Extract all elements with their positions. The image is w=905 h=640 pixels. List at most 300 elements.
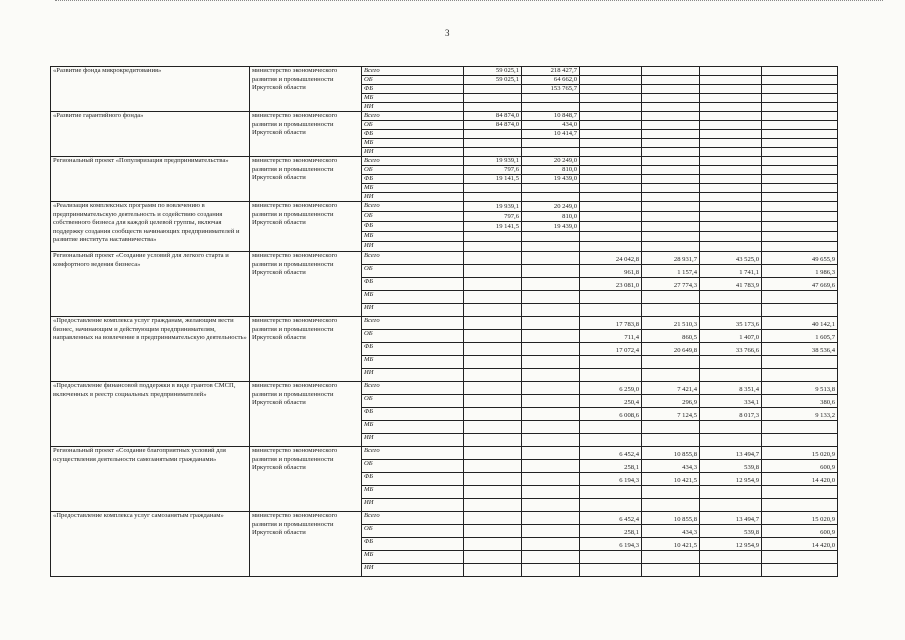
- amount-cell: 47 669,6: [762, 278, 838, 291]
- amount-cell: [580, 148, 642, 157]
- amount-cell: 38 536,4: [762, 343, 838, 356]
- amount-cell: [762, 67, 838, 76]
- amount-cell: 434,3: [642, 525, 700, 538]
- amount-cell: [464, 232, 522, 242]
- amount-cell: [522, 103, 580, 112]
- executor: министерство экономического развития и промышленности Иркутской области: [250, 202, 362, 252]
- amount-cell: [762, 232, 838, 242]
- amount-cell: [700, 304, 762, 317]
- amount-cell: [580, 175, 642, 184]
- amount-cell: [700, 356, 762, 369]
- executor: министерство экономического развития и промышленности Иркутской области: [250, 112, 362, 157]
- amount-cell: 27 774,3: [642, 278, 700, 291]
- amount-cell: [762, 94, 838, 103]
- amount-cell: 1 741,1: [700, 265, 762, 278]
- amount-cell: [700, 421, 762, 434]
- amount-cell: 13 494,7: [700, 447, 762, 460]
- amount-cell: [522, 369, 580, 382]
- activity-name: «Предоставление финансовой поддержки в виде грантов СМСП, включенных в реестр социальных предпринимателей»: [51, 382, 250, 447]
- funding-source: МБ: [362, 486, 464, 499]
- amount-cell: [522, 473, 580, 486]
- amount-cell: 59 025,1: [464, 76, 522, 85]
- funding-source: МБ: [362, 184, 464, 193]
- amount-cell: [580, 212, 642, 222]
- amount-cell: 860,5: [642, 330, 700, 343]
- funding-source: ОБ: [362, 121, 464, 130]
- amount-cell: 84 874,0: [464, 121, 522, 130]
- amount-cell: [762, 499, 838, 512]
- amount-cell: [762, 157, 838, 166]
- amount-cell: [580, 369, 642, 382]
- amount-cell: [464, 343, 522, 356]
- activity-name: Региональный проект «Создание благоприятных условий для осуществления деятельности самозанятыми гражданами»: [51, 447, 250, 512]
- amount-cell: [522, 193, 580, 202]
- table-row: [51, 447, 838, 460]
- funding-source: ОБ: [362, 395, 464, 408]
- amount-cell: [522, 291, 580, 304]
- amount-cell: [580, 304, 642, 317]
- amount-cell: [580, 103, 642, 112]
- amount-cell: [642, 175, 700, 184]
- funding-source: ФБ: [362, 473, 464, 486]
- amount-cell: [522, 265, 580, 278]
- amount-cell: [700, 291, 762, 304]
- activity-name: «Предоставление комплекса услуг гражданам, желающим вести бизнес, начинающим и действующим предпринимателям, направленных на вовлечение в предпринимательскую деятельность»: [51, 317, 250, 382]
- amount-cell: [580, 551, 642, 564]
- funding-source: ИИ: [362, 304, 464, 317]
- amount-cell: [700, 202, 762, 212]
- amount-cell: [464, 304, 522, 317]
- amount-cell: 10 848,7: [522, 112, 580, 121]
- funding-source: МБ: [362, 291, 464, 304]
- amount-cell: 24 042,8: [580, 252, 642, 265]
- amount-cell: [762, 148, 838, 157]
- amount-cell: [464, 499, 522, 512]
- amount-cell: [464, 421, 522, 434]
- amount-cell: [580, 421, 642, 434]
- activity-name: «Предоставление комплекса услуг самозанятым гражданам»: [51, 512, 250, 577]
- amount-cell: 296,9: [642, 395, 700, 408]
- funding-source: ФБ: [362, 175, 464, 184]
- amount-cell: [762, 184, 838, 193]
- amount-cell: [464, 551, 522, 564]
- amount-cell: [580, 222, 642, 232]
- amount-cell: [700, 121, 762, 130]
- amount-cell: 797,6: [464, 166, 522, 175]
- amount-cell: [762, 434, 838, 447]
- amount-cell: [464, 85, 522, 94]
- amount-cell: [762, 175, 838, 184]
- amount-cell: [580, 130, 642, 139]
- amount-cell: [700, 232, 762, 242]
- amount-cell: 13 494,7: [700, 512, 762, 525]
- funding-source: ФБ: [362, 538, 464, 551]
- amount-cell: [580, 564, 642, 577]
- amount-cell: [700, 94, 762, 103]
- amount-cell: [700, 139, 762, 148]
- amount-cell: [762, 103, 838, 112]
- amount-cell: 7 421,4: [642, 382, 700, 395]
- activity-name: «Развитие фонда микрокредитования»: [51, 67, 250, 112]
- amount-cell: [464, 486, 522, 499]
- budget-table: [50, 66, 838, 577]
- amount-cell: 380,6: [762, 395, 838, 408]
- table-row: [51, 512, 838, 525]
- amount-cell: [700, 184, 762, 193]
- funding-source: Всего: [362, 67, 464, 76]
- amount-cell: [522, 395, 580, 408]
- amount-cell: [464, 317, 522, 330]
- amount-cell: 250,4: [580, 395, 642, 408]
- amount-cell: [642, 291, 700, 304]
- amount-cell: 539,8: [700, 525, 762, 538]
- amount-cell: 20 249,0: [522, 157, 580, 166]
- funding-source: ИИ: [362, 193, 464, 202]
- amount-cell: [762, 222, 838, 232]
- amount-cell: [464, 564, 522, 577]
- page-number: 3: [445, 28, 450, 38]
- amount-cell: 153 765,7: [522, 85, 580, 94]
- funding-source: Всего: [362, 512, 464, 525]
- amount-cell: 12 954,9: [700, 538, 762, 551]
- funding-source: Всего: [362, 382, 464, 395]
- amount-cell: 6 194,3: [580, 473, 642, 486]
- amount-cell: [522, 408, 580, 421]
- amount-cell: [580, 184, 642, 193]
- amount-cell: [700, 76, 762, 85]
- amount-cell: [642, 232, 700, 242]
- amount-cell: [522, 525, 580, 538]
- amount-cell: [700, 103, 762, 112]
- amount-cell: 6 194,3: [580, 538, 642, 551]
- amount-cell: [522, 538, 580, 551]
- amount-cell: [580, 232, 642, 242]
- funding-source: ФБ: [362, 85, 464, 94]
- amount-cell: [522, 343, 580, 356]
- amount-cell: [642, 166, 700, 175]
- amount-cell: [700, 242, 762, 252]
- amount-cell: 6 008,6: [580, 408, 642, 421]
- amount-cell: [580, 67, 642, 76]
- amount-cell: [522, 382, 580, 395]
- funding-source: ФБ: [362, 408, 464, 421]
- amount-cell: 41 783,9: [700, 278, 762, 291]
- amount-cell: [522, 499, 580, 512]
- amount-cell: [580, 85, 642, 94]
- amount-cell: [700, 551, 762, 564]
- executor: министерство экономического развития и промышленности Иркутской области: [250, 157, 362, 202]
- amount-cell: [762, 202, 838, 212]
- amount-cell: [522, 330, 580, 343]
- amount-cell: [464, 193, 522, 202]
- amount-cell: 23 081,0: [580, 278, 642, 291]
- amount-cell: [762, 304, 838, 317]
- amount-cell: [580, 356, 642, 369]
- funding-source: ОБ: [362, 265, 464, 278]
- amount-cell: [700, 67, 762, 76]
- amount-cell: [642, 486, 700, 499]
- amount-cell: 19 141,5: [464, 175, 522, 184]
- amount-cell: 49 655,9: [762, 252, 838, 265]
- amount-cell: 33 766,6: [700, 343, 762, 356]
- amount-cell: [642, 103, 700, 112]
- amount-cell: [700, 166, 762, 175]
- amount-cell: [522, 551, 580, 564]
- executor: министерство экономического развития и промышленности Иркутской области: [250, 67, 362, 112]
- funding-source: МБ: [362, 421, 464, 434]
- amount-cell: 10 855,8: [642, 512, 700, 525]
- amount-cell: [580, 486, 642, 499]
- amount-cell: [464, 103, 522, 112]
- funding-source: ИИ: [362, 434, 464, 447]
- amount-cell: 17 072,4: [580, 343, 642, 356]
- amount-cell: [642, 148, 700, 157]
- amount-cell: [762, 242, 838, 252]
- amount-cell: [642, 94, 700, 103]
- amount-cell: [464, 242, 522, 252]
- funding-source: Всего: [362, 447, 464, 460]
- amount-cell: [700, 564, 762, 577]
- amount-cell: [762, 486, 838, 499]
- table-row: [51, 67, 838, 76]
- table-row: [51, 252, 838, 265]
- table-row: [51, 157, 838, 166]
- amount-cell: [464, 369, 522, 382]
- amount-cell: [700, 130, 762, 139]
- amount-cell: [642, 139, 700, 148]
- amount-cell: [642, 564, 700, 577]
- amount-cell: 35 173,6: [700, 317, 762, 330]
- amount-cell: [580, 94, 642, 103]
- amount-cell: [464, 278, 522, 291]
- amount-cell: [522, 317, 580, 330]
- amount-cell: [700, 175, 762, 184]
- amount-cell: [580, 193, 642, 202]
- amount-cell: [642, 184, 700, 193]
- activity-name: «Развитие гарантийного фонда»: [51, 112, 250, 157]
- funding-source: МБ: [362, 94, 464, 103]
- amount-cell: [642, 212, 700, 222]
- amount-cell: 14 420,0: [762, 473, 838, 486]
- funding-source: МБ: [362, 356, 464, 369]
- amount-cell: [642, 121, 700, 130]
- amount-cell: [522, 512, 580, 525]
- amount-cell: [762, 356, 838, 369]
- amount-cell: 19 939,1: [464, 202, 522, 212]
- funding-source: ИИ: [362, 242, 464, 252]
- amount-cell: [762, 130, 838, 139]
- amount-cell: [642, 304, 700, 317]
- amount-cell: 539,8: [700, 460, 762, 473]
- amount-cell: 10 855,8: [642, 447, 700, 460]
- amount-cell: [642, 499, 700, 512]
- amount-cell: [522, 356, 580, 369]
- amount-cell: 19 939,1: [464, 157, 522, 166]
- table-row: [51, 382, 838, 395]
- table-row: [51, 317, 838, 330]
- amount-cell: [522, 232, 580, 242]
- amount-cell: 59 025,1: [464, 67, 522, 76]
- amount-cell: 6 452,4: [580, 512, 642, 525]
- amount-cell: [642, 369, 700, 382]
- amount-cell: [464, 130, 522, 139]
- funding-source: ФБ: [362, 130, 464, 139]
- amount-cell: 10 421,5: [642, 473, 700, 486]
- funding-source: ОБ: [362, 76, 464, 85]
- amount-cell: [700, 222, 762, 232]
- amount-cell: 10 421,5: [642, 538, 700, 551]
- activity-name: Региональный проект «Создание условий для легкого старта и комфортного ведения бизнеса»: [51, 252, 250, 317]
- amount-cell: [464, 512, 522, 525]
- amount-cell: 20 249,0: [522, 202, 580, 212]
- amount-cell: [464, 330, 522, 343]
- amount-cell: 17 783,8: [580, 317, 642, 330]
- amount-cell: [522, 242, 580, 252]
- funding-source: ОБ: [362, 460, 464, 473]
- amount-cell: [580, 166, 642, 175]
- amount-cell: [762, 76, 838, 85]
- funding-source: ОБ: [362, 330, 464, 343]
- amount-cell: 810,0: [522, 212, 580, 222]
- amount-cell: [522, 148, 580, 157]
- amount-cell: [642, 222, 700, 232]
- amount-cell: [700, 112, 762, 121]
- amount-cell: 6 452,4: [580, 447, 642, 460]
- amount-cell: [464, 525, 522, 538]
- amount-cell: [522, 184, 580, 193]
- amount-cell: 7 124,5: [642, 408, 700, 421]
- amount-cell: [700, 157, 762, 166]
- amount-cell: 14 420,0: [762, 538, 838, 551]
- amount-cell: [464, 291, 522, 304]
- amount-cell: 434,3: [642, 460, 700, 473]
- amount-cell: [580, 76, 642, 85]
- amount-cell: 8 017,3: [700, 408, 762, 421]
- funding-source: МБ: [362, 232, 464, 242]
- amount-cell: 40 142,1: [762, 317, 838, 330]
- amount-cell: [700, 369, 762, 382]
- amount-cell: 6 259,0: [580, 382, 642, 395]
- amount-cell: [464, 447, 522, 460]
- amount-cell: [642, 112, 700, 121]
- amount-cell: [700, 148, 762, 157]
- amount-cell: [464, 382, 522, 395]
- funding-source: ИИ: [362, 369, 464, 382]
- amount-cell: [580, 157, 642, 166]
- executor: министерство экономического развития и промышленности Иркутской области: [250, 512, 362, 577]
- funding-source: Всего: [362, 157, 464, 166]
- amount-cell: [464, 356, 522, 369]
- amount-cell: [580, 121, 642, 130]
- amount-cell: [762, 291, 838, 304]
- amount-cell: [762, 193, 838, 202]
- amount-cell: [762, 564, 838, 577]
- amount-cell: [522, 434, 580, 447]
- table-row: [51, 112, 838, 121]
- amount-cell: [464, 473, 522, 486]
- amount-cell: 8 351,4: [700, 382, 762, 395]
- amount-cell: [762, 551, 838, 564]
- funding-source: ИИ: [362, 564, 464, 577]
- amount-cell: [580, 139, 642, 148]
- table-row: [51, 202, 838, 212]
- amount-cell: 28 931,7: [642, 252, 700, 265]
- amount-cell: [464, 408, 522, 421]
- funding-source: Всего: [362, 252, 464, 265]
- amount-cell: 19 439,0: [522, 175, 580, 184]
- executor: министерство экономического развития и промышленности Иркутской области: [250, 317, 362, 382]
- amount-cell: 15 020,9: [762, 447, 838, 460]
- funding-source: ФБ: [362, 222, 464, 232]
- amount-cell: [642, 242, 700, 252]
- amount-cell: [700, 85, 762, 94]
- amount-cell: [522, 139, 580, 148]
- amount-cell: 9 513,8: [762, 382, 838, 395]
- amount-cell: [762, 421, 838, 434]
- amount-cell: [522, 94, 580, 103]
- funding-source: Всего: [362, 317, 464, 330]
- amount-cell: 1 605,7: [762, 330, 838, 343]
- amount-cell: [700, 499, 762, 512]
- amount-cell: [642, 202, 700, 212]
- amount-cell: [700, 193, 762, 202]
- funding-source: ФБ: [362, 343, 464, 356]
- funding-source: Всего: [362, 112, 464, 121]
- amount-cell: [642, 157, 700, 166]
- amount-cell: [580, 242, 642, 252]
- amount-cell: [580, 434, 642, 447]
- amount-cell: 12 954,9: [700, 473, 762, 486]
- activity-name: Региональный проект «Популяризация предпринимательства»: [51, 157, 250, 202]
- amount-cell: 1 407,0: [700, 330, 762, 343]
- amount-cell: 64 662,0: [522, 76, 580, 85]
- executor: министерство экономического развития и промышленности Иркутской области: [250, 252, 362, 317]
- activity-name: «Реализация комплексных программ по вовлечению в предпринимательскую деятельность и содействию создания собственного бизнеса для каждой целевой группы, включая поддержку создания сообществ начинающих предпринимателей и развитие института наставничества»: [51, 202, 250, 252]
- amount-cell: [642, 421, 700, 434]
- amount-cell: [580, 499, 642, 512]
- amount-cell: 19 141,5: [464, 222, 522, 232]
- amount-cell: 797,6: [464, 212, 522, 222]
- amount-cell: 1 986,3: [762, 265, 838, 278]
- amount-cell: 10 414,7: [522, 130, 580, 139]
- amount-cell: [642, 67, 700, 76]
- amount-cell: [700, 486, 762, 499]
- amount-cell: [762, 139, 838, 148]
- amount-cell: [522, 460, 580, 473]
- amount-cell: [642, 551, 700, 564]
- amount-cell: 9 133,2: [762, 408, 838, 421]
- amount-cell: [464, 538, 522, 551]
- amount-cell: [580, 202, 642, 212]
- amount-cell: [762, 369, 838, 382]
- amount-cell: 810,0: [522, 166, 580, 175]
- funding-source: ИИ: [362, 148, 464, 157]
- amount-cell: [762, 212, 838, 222]
- amount-cell: [464, 94, 522, 103]
- amount-cell: [642, 85, 700, 94]
- amount-cell: [464, 434, 522, 447]
- amount-cell: 600,9: [762, 525, 838, 538]
- amount-cell: [522, 252, 580, 265]
- amount-cell: [464, 395, 522, 408]
- amount-cell: [522, 564, 580, 577]
- funding-source: ОБ: [362, 212, 464, 222]
- amount-cell: [762, 85, 838, 94]
- amount-cell: [580, 291, 642, 304]
- amount-cell: 20 649,8: [642, 343, 700, 356]
- amount-cell: 15 020,9: [762, 512, 838, 525]
- funding-source: Всего: [362, 202, 464, 212]
